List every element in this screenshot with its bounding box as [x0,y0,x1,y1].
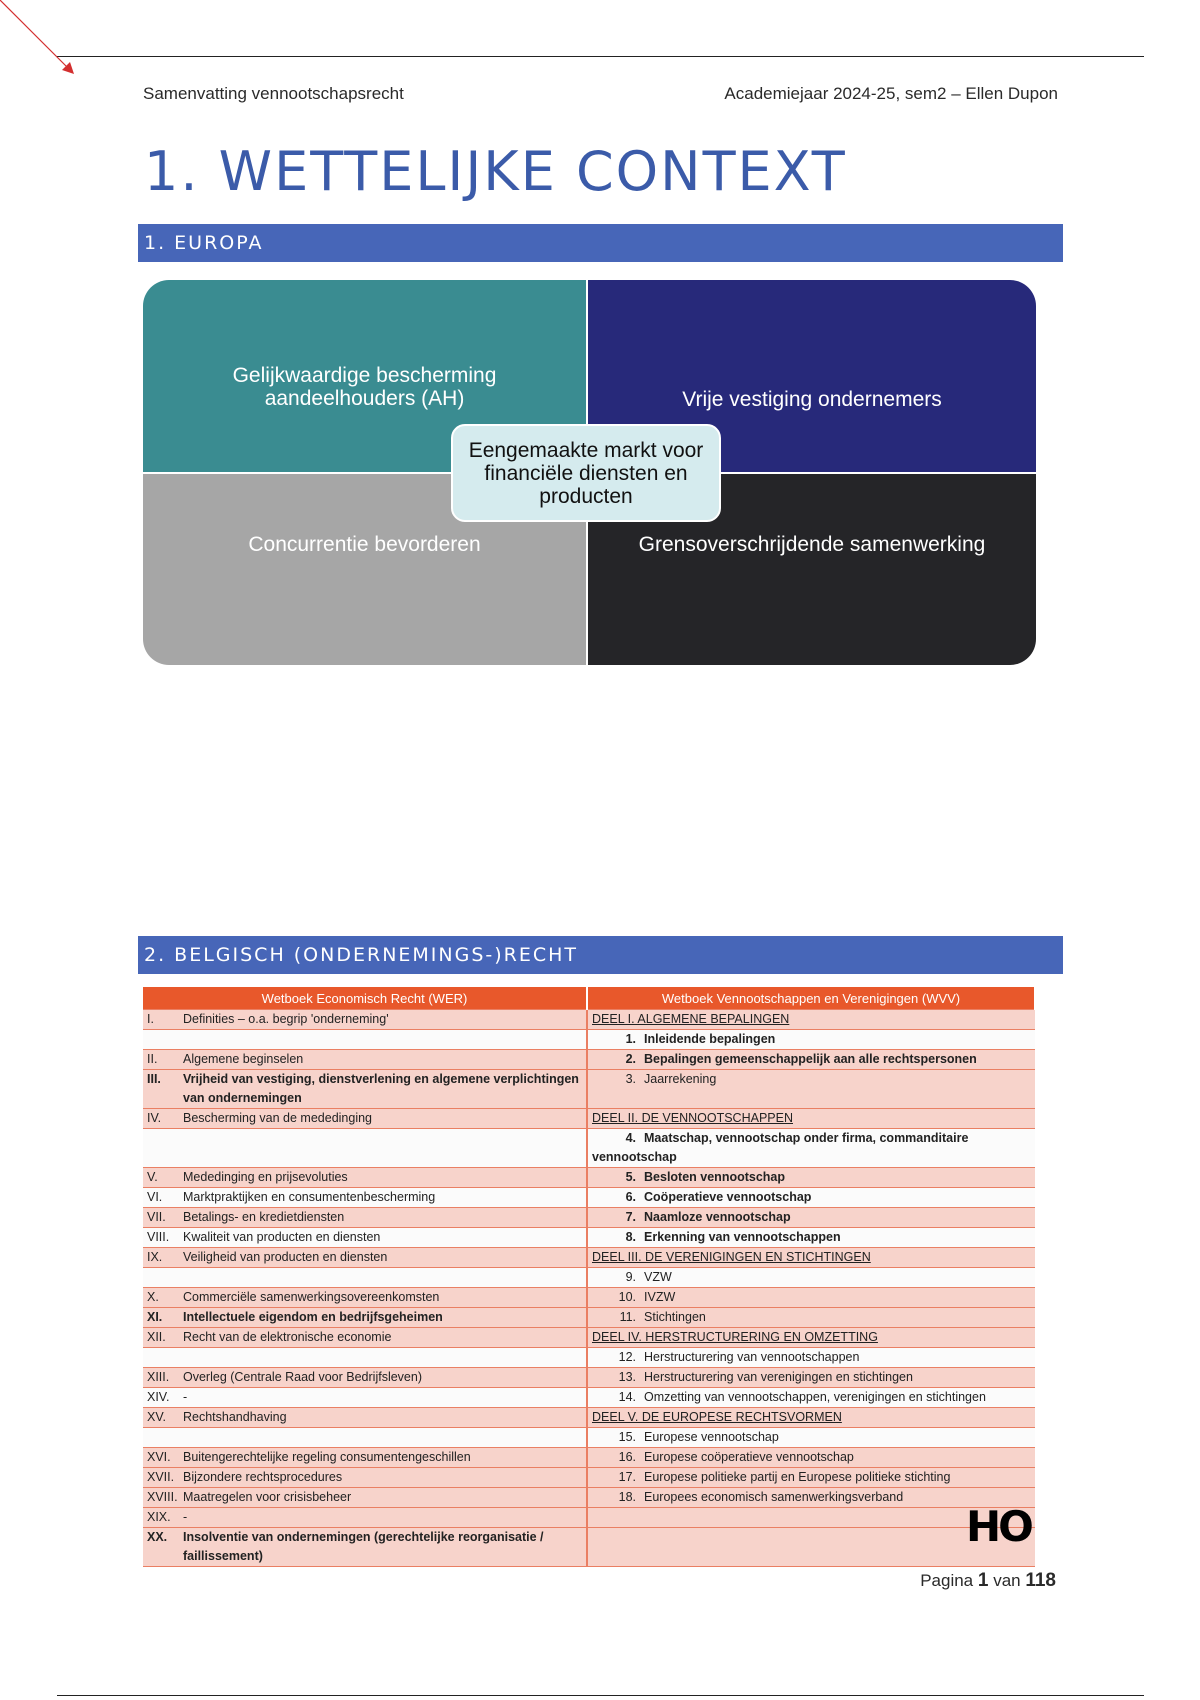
wvv-entry [587,1288,1035,1308]
wvv-entry [587,1109,1035,1129]
wvv-part-title: DEEL III. DE VERENIGINGEN EN STICHTINGEN [592,1250,871,1264]
wvv-book-number: 5. [625,1170,637,1184]
wvv-book-number: 11. [619,1310,637,1324]
wvv-book-title: Europese coöperatieve vennootschap [644,1450,854,1464]
top-rule [57,56,1144,57]
wvv-book-title: Besloten vennootschap [644,1170,786,1184]
section-europa-heading: 1. EUROPA [138,224,1063,262]
wer-book-title: Buitengerechtelijke regeling consumentengeschillen [179,1448,587,1468]
wer-book-number: X. [143,1288,179,1308]
wer-book-number: IV. [143,1109,179,1129]
wvv-book-title: Europees economisch samenwerkingsverband [644,1490,904,1504]
table-row [143,1528,1035,1567]
wvv-book-title: Bepalingen gemeenschappelijk aan alle rechtspersonen [644,1052,977,1066]
wer-book-title: Marktpraktijken en consumentenbescherming [179,1188,587,1208]
quadrant-bottom-left-label: Concurrentie bevorderen [248,533,481,556]
table-row [143,1488,1035,1508]
wvv-part-title: DEEL IV. HERSTRUCTURERING EN OMZETTING [592,1330,878,1344]
chapter-title: 1. WETTELIJKE CONTEXT [144,140,847,203]
wer-book-title: Maatregelen voor crisisbeheer [179,1488,587,1508]
wvv-book-number: 18. [618,1490,637,1504]
wer-book-number [143,1348,179,1368]
wvv-book-title: Coöperatieve vennootschap [644,1190,812,1204]
table-row [143,1448,1035,1468]
wvv-book-number: 17. [618,1470,637,1484]
footer-page: 1 [977,1570,989,1591]
wvv-book-number: 8. [625,1230,637,1244]
table-row [143,1348,1035,1368]
wer-book-title: Rechtshandhaving [179,1408,587,1428]
wvv-book-number: 4. [625,1131,637,1145]
wvv-book-number: 16. [618,1450,637,1464]
wer-book-title [179,1428,587,1448]
wvv-entry [587,1050,1035,1070]
wer-book-number: VI. [143,1188,179,1208]
table-row [143,1109,1035,1129]
footer-mid: van [993,1571,1021,1590]
wer-book-number: XV. [143,1408,179,1428]
wvv-book-title: Omzetting van vennootschappen, verenigingen en stichtingen [644,1390,986,1404]
wvv-book-number: 9. [625,1270,637,1284]
table-row [143,1408,1035,1428]
wer-book-title [179,1030,587,1050]
wer-book-number [143,1030,179,1050]
wer-book-number: IX. [143,1248,179,1268]
wvv-book-title: Maatschap, vennootschap onder firma, commanditaire vennootschap [592,1131,969,1164]
table-row [143,1388,1035,1408]
wer-book-title: - [179,1388,587,1408]
table-header-wer: Wetboek Economisch Recht (WER) [143,987,587,1010]
wvv-entry [587,1368,1035,1388]
wer-book-number: XII. [143,1328,179,1348]
table-row [143,1030,1035,1050]
wer-book-title: Veiligheid van producten en diensten [179,1248,587,1268]
wvv-entry [587,1448,1035,1468]
table-row [143,1168,1035,1188]
wer-book-number: I. [143,1010,179,1030]
wer-book-title: - [179,1508,587,1528]
wer-book-title: Bescherming van de mededinging [179,1109,587,1129]
wvv-entry [587,1188,1035,1208]
wvv-book-title: Europese politieke partij en Europese politieke stichting [644,1470,951,1484]
wer-book-number: XVII. [143,1468,179,1488]
table-row [143,1268,1035,1288]
wer-book-number [143,1428,179,1448]
footer-total: 118 [1025,1570,1056,1591]
section-belgisch-heading: 2. BELGISCH (ONDERNEMINGS-)RECHT [138,936,1063,974]
table-row [143,1010,1035,1030]
wer-book-number [143,1268,179,1288]
bottom-rule [57,1695,1144,1696]
wer-book-title: Bijzondere rechtsprocedures [179,1468,587,1488]
wvv-entry [587,1070,1035,1109]
wvv-entry [587,1308,1035,1328]
page-footer [920,1570,1056,1592]
wvv-book-title: Jaarrekening [644,1072,717,1086]
wvv-entry [587,1388,1035,1408]
table-row [143,1508,1035,1528]
wvv-entry [587,1129,1035,1168]
wvv-entry [587,1468,1035,1488]
table-row [143,1228,1035,1248]
wvv-entry [587,1010,1035,1030]
wvv-book-title: Naamloze vennootschap [644,1210,791,1224]
table-row [143,1070,1035,1109]
wvv-entry [587,1168,1035,1188]
wvv-entry [587,1268,1035,1288]
table-row [143,1288,1035,1308]
quadrant-center-box: Eengemaakte markt voor financiële diensten en producten [451,424,721,522]
quadrant-top-right-label: Vrije vestiging ondernemers [682,388,942,411]
wvv-entry [587,1228,1035,1248]
wer-book-title: Commerciële samenwerkingsovereenkomsten [179,1288,587,1308]
wvv-book-number: 14. [618,1390,637,1404]
wer-book-title: Vrijheid van vestiging, dienstverlening en algemene verplichtingen van ondernemingen [179,1070,587,1109]
wvv-entry [587,1208,1035,1228]
wvv-book-title: Herstructurering van verenigingen en stichtingen [644,1370,913,1384]
wer-book-number: XVIII. [143,1488,179,1508]
table-row [143,1248,1035,1268]
wer-book-title: Insolventie van ondernemingen (gerechtelijke reorganisatie / faillissement) [179,1528,587,1567]
wvv-book-number: 10. [618,1290,637,1304]
wer-book-title: Overleg (Centrale Raad voor Bedrijfsleven) [179,1368,587,1388]
wer-book-title: Algemene beginselen [179,1050,587,1070]
wer-book-title: Kwaliteit van producten en diensten [179,1228,587,1248]
table-row [143,1129,1035,1168]
wvv-book-number: 3. [625,1072,637,1086]
wer-book-number: III. [143,1070,179,1109]
wer-book-title: Betalings- en kredietdiensten [179,1208,587,1228]
wer-book-title: Intellectuele eigendom en bedrijfsgeheimen [179,1308,587,1328]
wer-book-number: XIV. [143,1388,179,1408]
wer-book-number [143,1129,179,1168]
wer-book-number: XIII. [143,1368,179,1388]
wer-book-number: XX. [143,1528,179,1567]
wvv-book-number: 7. [625,1210,637,1224]
wvv-book-number: 1. [625,1032,637,1046]
wvv-part-title: DEEL V. DE EUROPESE RECHTSVORMEN [592,1410,842,1424]
table-body [143,1010,1035,1567]
table-row [143,1328,1035,1348]
wvv-part-title: DEEL II. DE VENNOOTSCHAPPEN [592,1111,793,1125]
wvv-book-title: Herstructurering van vennootschappen [644,1350,860,1364]
table-row [143,1368,1035,1388]
table-row [143,1050,1035,1070]
wvv-entry [587,1408,1035,1428]
table-row [143,1308,1035,1328]
wer-book-number: VII. [143,1208,179,1228]
table-row [143,1428,1035,1448]
quadrant-bottom-right-label: Grensoverschrijdende samenwerking [638,533,986,556]
ho-stamp: HO [966,1502,1031,1551]
header-right: Academiejaar 2024-25, sem2 – Ellen Dupon [724,84,1058,103]
wer-book-title: Recht van de elektronische economie [179,1328,587,1348]
wvv-book-title: IVZW [644,1290,676,1304]
wer-book-number: XI. [143,1308,179,1328]
quadrant-top-left-label: Gelijkwaardige bescherming aandeelhouders (AH) [232,364,497,410]
wvv-book-number: 6. [625,1190,637,1204]
table-header-wvv: Wetboek Vennootschappen en Verenigingen (WVV) [587,987,1035,1010]
wer-book-number: VIII. [143,1228,179,1248]
header-left: Samenvatting vennootschapsrecht [143,84,404,103]
wvv-book-number: 12. [618,1350,637,1364]
corner-arrow-icon [0,0,80,80]
wvv-entry [587,1030,1035,1050]
wvv-entry [587,1348,1035,1368]
wvv-book-number: 15. [618,1430,637,1444]
wer-book-number: II. [143,1050,179,1070]
wer-book-number: XIX. [143,1508,179,1528]
wvv-book-title: Stichtingen [644,1310,706,1324]
wvv-book-title: VZW [644,1270,672,1284]
wer-book-number: XVI. [143,1448,179,1468]
wvv-entry [587,1248,1035,1268]
table-row [143,1468,1035,1488]
wer-book-title [179,1348,587,1368]
wvv-book-title: Europese vennootschap [644,1430,779,1444]
wer-book-title: Mededinging en prijsevoluties [179,1168,587,1188]
wvv-book-title: Erkenning van vennootschappen [644,1230,841,1244]
table-row [143,1188,1035,1208]
wer-book-title [179,1129,587,1168]
wvv-entry [587,1428,1035,1448]
wvv-book-number: 13. [618,1370,637,1384]
wer-book-number: V. [143,1168,179,1188]
table-row [143,1208,1035,1228]
wvv-book-number: 2. [625,1052,637,1066]
footer-prefix: Pagina [920,1571,974,1590]
law-comparison-table [143,987,1036,1567]
wer-book-title [179,1268,587,1288]
wvv-entry [587,1328,1035,1348]
wvv-book-title: Inleidende bepalingen [644,1032,776,1046]
wvv-part-title: DEEL I. ALGEMENE BEPALINGEN [592,1012,790,1026]
wer-book-title: Definities – o.a. begrip 'onderneming' [179,1010,587,1030]
